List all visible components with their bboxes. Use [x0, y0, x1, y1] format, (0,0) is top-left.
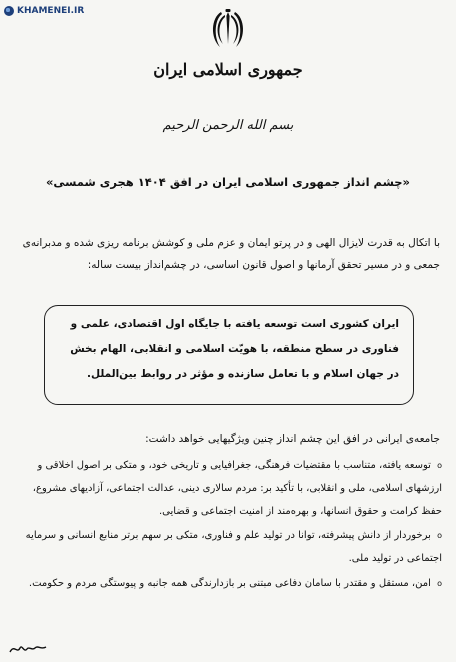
republic-heading: جمهوری اسلامی ایران	[153, 60, 303, 79]
site-logo-icon	[4, 6, 14, 16]
list-item-text: توسعه یافته، متناسب با مقتضیات فرهنگی، جغرافیایی و تاریخی خود، و متکی بر اصول اخلاقی و ارزشهای اسلامی، ملی و انقلابی، با تأکید بر: مردم سالاری دینی، عدالت اجتماعی، آزادیهای مشروع، حفظ کرامت و حقوق انسانها، و بهره‌مند از امنیت اجتماعی و قضایی.	[32, 460, 442, 517]
document-title: «چشم انداز جمهوری اسلامی ایران در افق ۱۴۰۴ هجری شمسی»	[46, 175, 410, 189]
bullet-icon: o	[437, 578, 442, 588]
bismillah-calligraphy: بسم الله الرحمن الرحیم	[162, 118, 294, 133]
list-item	[14, 455, 442, 523]
watermark-label: KHAMENEI.IR	[17, 6, 85, 16]
characteristics-intro: جامعه‌ی ایرانی در افق این چشم انداز چنین ویژگیهایی خواهد داشت:	[145, 433, 440, 445]
preamble-paragraph: با اتکال به قدرت لایزال الهی و در پرتو ایمان و عزم ملی و کوشش برنامه ریزی شده و مدبرانه‌ی جمعی و در مسیر تحقق آرمانها و اصول قانون اساسی، در چشم‌انداز بیست ساله:	[22, 237, 440, 271]
iran-emblem-icon	[205, 6, 251, 52]
list-item	[14, 573, 442, 596]
bullet-icon: o	[437, 531, 442, 541]
vision-statement-box	[44, 305, 414, 405]
vision-statement-text: ایران کشوری است توسعه یافته با جایگاه اول اقتصادی، علمی و فناوری در سطح منطقه، با هویّت اسلامی و انقلابی، الهام بخش در جهان اسلام و با تعامل سازنده و مؤثر در روابط بین‌الملل.	[70, 318, 399, 380]
list-item	[14, 525, 442, 571]
watermark[interactable]	[4, 6, 84, 16]
bullet-icon: o	[437, 461, 442, 470]
characteristics-list	[14, 455, 442, 598]
list-item-text: برخوردار از دانش پیشرفته، توانا در تولید علم و فناوری، متکی بر سهم برتر منابع انسانی و سرمایه اجتماعی در تولید ملی.	[25, 530, 442, 565]
signature	[8, 638, 48, 658]
list-item-text: امن، مستقل و مقتدر با سامان دفاعی مبتنی بر بازدارندگی همه جانبه و پیوستگی مردم و حکومت.	[28, 577, 431, 589]
